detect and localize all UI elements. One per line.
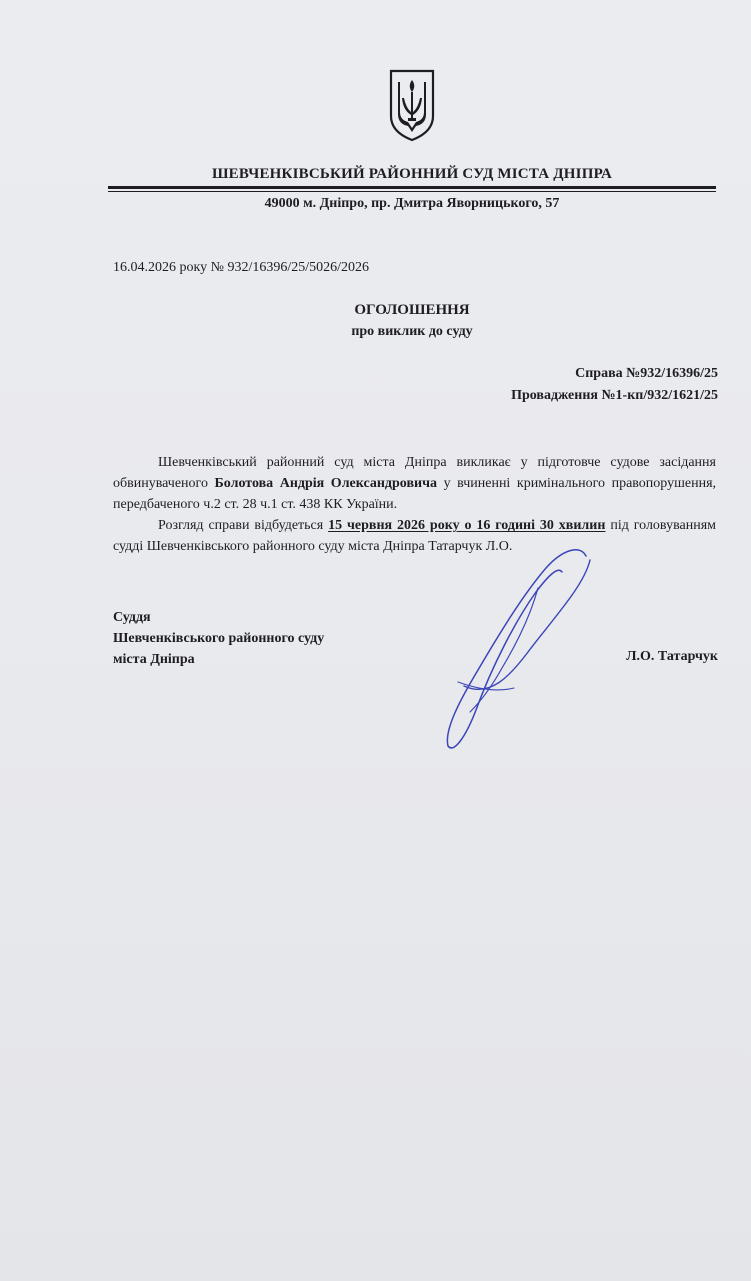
body-p2-start: Розгляд справи відбудеться [158, 518, 324, 533]
notice-title: ОГОЛОШЕННЯ [354, 302, 470, 318]
accused-name: Болотова Андрія Олександровича [214, 476, 437, 491]
judge-name: Л.О. Татарчук [626, 649, 718, 664]
body-p1-start: Шевченківський районний суд міста Дніпра викликає у підготовче судове засідання обвинуваченого [113, 455, 716, 491]
hearing-datetime: 15 червня 2026 року о 16 годині 30 хвилин [328, 518, 606, 533]
header-divider-thin [108, 191, 716, 192]
body-p1-end: у вчиненні кримінального правопорушення, передбаченого ч.2 ст. 28 ч.1 ст. 438 КК України. [113, 476, 717, 512]
document-dateline: 16.04.2026 року № 932/16396/25/5026/2026 [113, 260, 370, 275]
judge-title-line-3: міста Дніпра [113, 652, 195, 667]
body-paragraph-1 [113, 452, 716, 515]
body-paragraph-2 [113, 515, 716, 557]
header-divider-thick [108, 186, 716, 189]
handwritten-signature [440, 540, 600, 755]
judge-title-line-2: Шевченківського районного суду [113, 631, 325, 646]
court-address: 49000 м. Дніпро, пр. Дмитра Яворницького, 57 [264, 196, 560, 211]
judge-title-block [113, 607, 324, 670]
notice-subtitle: про виклик до суду [351, 324, 473, 339]
notice-body [113, 452, 716, 557]
ukraine-trident-icon [388, 68, 436, 142]
case-number: Справа №932/16396/25 [575, 366, 718, 381]
proceeding-number: Провадження №1-кп/932/1621/25 [511, 388, 718, 403]
judge-title-line-1: Суддя [113, 610, 151, 625]
body-p2-end: під головуванням судді Шевченківського районного суду міста Дніпра Татарчук Л.О. [113, 518, 716, 554]
court-name: ШЕВЧЕНКІВСЬКИЙ РАЙОННИЙ СУД МІСТА ДНІПРА [211, 166, 613, 182]
